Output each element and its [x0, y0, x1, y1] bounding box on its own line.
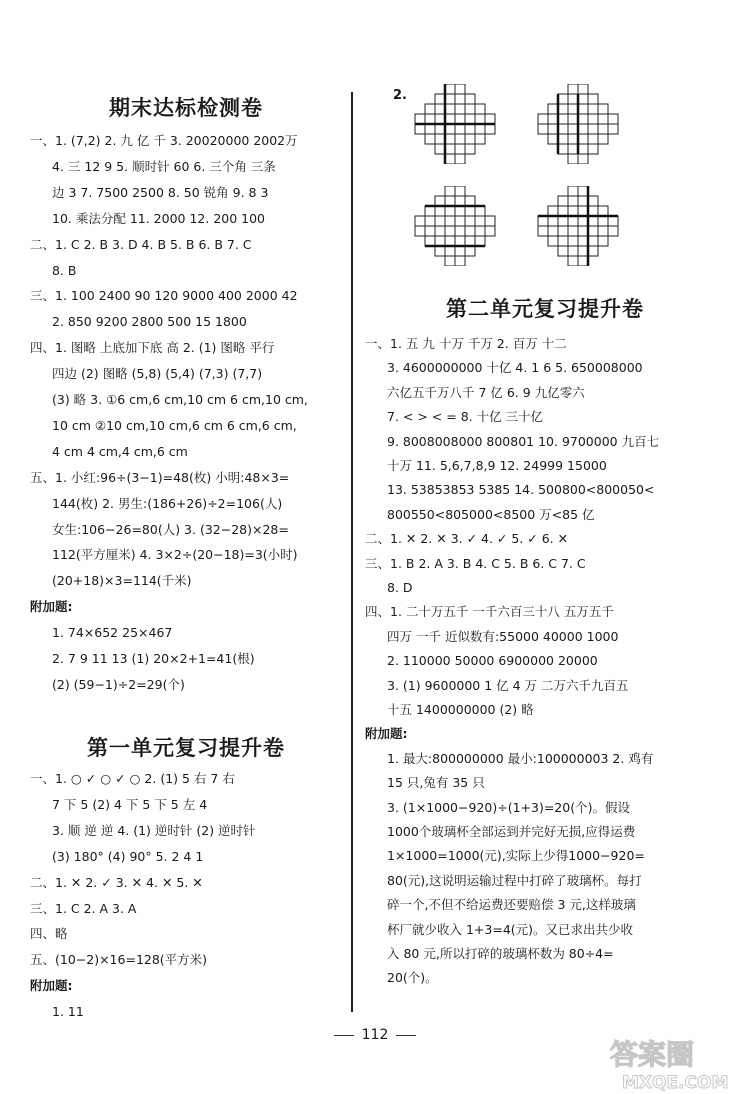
- grid-cell: [475, 124, 485, 134]
- grid-cell: [455, 256, 465, 266]
- grid-cell: [465, 124, 475, 134]
- grid-cell: [425, 134, 435, 144]
- answer-line: 二、1. C 2. B 3. D 4. B 5. B 6. B 7. C: [30, 236, 252, 252]
- grid-figure-3: [405, 186, 505, 266]
- grid-cell: [568, 114, 578, 124]
- answer-line: 五、(10−2)×16=128(平方米): [30, 952, 208, 968]
- answer-line: 四、1. 二十万五千 一千六百三十八 五万五千: [365, 604, 614, 620]
- grid-cell: [578, 84, 588, 94]
- grid-cell: [425, 206, 435, 216]
- answer-line: 边 3 7. 7500 2500 8. 50 锐角 9. 8 3: [52, 184, 269, 200]
- answer-line: 3. (1×1000−920)÷(1+3)=20(个)。假设: [387, 799, 630, 815]
- grid-cell: [455, 236, 465, 246]
- grid-cell: [598, 104, 608, 114]
- grid-cell: [465, 196, 475, 206]
- grid-cell: [538, 114, 548, 124]
- grid-cell: [558, 124, 568, 134]
- answer-line: 四边 (2) 图略 (5,8) (5,4) (7,3) (7,7): [52, 366, 263, 382]
- grid-cell: [445, 114, 455, 124]
- answer-line: 1. 74×652 25×467: [52, 625, 173, 641]
- answer-line: 20(个)。: [387, 970, 438, 986]
- grid-cell: [608, 124, 618, 134]
- answer-line: 二、1. ✕ 2. ✓ 3. ✕ 4. ✕ 5. ✕: [30, 874, 203, 890]
- grid-cell: [485, 226, 495, 236]
- grid-cell: [435, 104, 445, 114]
- grid-cell: [558, 144, 568, 154]
- grid-cell: [455, 84, 465, 94]
- answer-line: 附加题:: [30, 978, 73, 994]
- answer-line: 十万 11. 5,6,7,8,9 12. 24999 15000: [387, 458, 607, 473]
- grid-cell: [415, 124, 425, 134]
- grid-cell: [578, 246, 588, 256]
- grid-cell: [455, 216, 465, 226]
- answer-line: 3. (1) 9600000 1 亿 4 万 二万六千九百五: [387, 677, 629, 693]
- grid-cell: [435, 114, 445, 124]
- grid-cell: [588, 134, 598, 144]
- grid-cell: [465, 236, 475, 246]
- grid-cell: [588, 104, 598, 114]
- grid-cell: [455, 124, 465, 134]
- grid-cell: [425, 226, 435, 236]
- grid-cell: [558, 216, 568, 226]
- grid-cell: [578, 256, 588, 266]
- grid-cell: [455, 246, 465, 256]
- page-number: 112: [0, 1027, 750, 1043]
- grid-cell: [578, 124, 588, 134]
- grid-cell: [578, 94, 588, 104]
- grid-figure-2: [528, 84, 628, 164]
- grid-cell: [445, 246, 455, 256]
- grid-cell: [465, 134, 475, 144]
- grid-cell: [548, 236, 558, 246]
- grid-cell: [578, 216, 588, 226]
- grid-cell: [578, 196, 588, 206]
- answer-line: (3) 略 3. ①6 cm,6 cm,10 cm 6 cm,10 cm,: [52, 392, 308, 407]
- grid-cell: [445, 256, 455, 266]
- grid-cell: [445, 236, 455, 246]
- grid-figure-4: [528, 186, 628, 266]
- grid-cell: [568, 226, 578, 236]
- grid-cell: [435, 196, 445, 206]
- answer-line: 2. 850 9200 2800 500 15 1800: [52, 314, 247, 330]
- grid-cell: [435, 124, 445, 134]
- grid-cell: [435, 144, 445, 154]
- grid-cell: [485, 114, 495, 124]
- answer-line: 4 cm 4 cm,4 cm,6 cm: [52, 443, 188, 459]
- grid-cell: [558, 236, 568, 246]
- grid-cell: [568, 94, 578, 104]
- grid-cell: [435, 206, 445, 216]
- grid-cell: [608, 216, 618, 226]
- answer-line: 四、略: [30, 926, 68, 942]
- grid-cell: [568, 144, 578, 154]
- svg-text:答案圈: 答案圈: [610, 1038, 695, 1071]
- grid-cell: [475, 236, 485, 246]
- grid-cell: [455, 186, 465, 196]
- answer-line: 3. 4600000000 十亿 4. 1 6 5. 650008000: [387, 360, 643, 376]
- grid-cell: [445, 216, 455, 226]
- grid-cell: [445, 104, 455, 114]
- grid-cell: [588, 236, 598, 246]
- answer-line: 10. 乘法分配 11. 2000 12. 200 100: [52, 210, 266, 226]
- grid-cell: [445, 144, 455, 154]
- grid-figure-1: [405, 84, 505, 164]
- grid-cell: [475, 216, 485, 226]
- grid-cell: [558, 206, 568, 216]
- grid-cell: [445, 154, 455, 164]
- grid-cell: [568, 104, 578, 114]
- grid-cell: [475, 104, 485, 114]
- grid-cell: [588, 94, 598, 104]
- grid-cell: [548, 216, 558, 226]
- grid-cell: [538, 124, 548, 134]
- grid-cell: [548, 124, 558, 134]
- grid-cell: [598, 206, 608, 216]
- grid-cell: [445, 206, 455, 216]
- grid-cell: [568, 134, 578, 144]
- grid-cell: [445, 84, 455, 94]
- section-title-final-exam: 期末达标检测卷: [109, 95, 263, 120]
- grid-cell: [578, 134, 588, 144]
- column-divider: [351, 92, 353, 1012]
- grid-cell: [445, 134, 455, 144]
- grid-cell: [538, 226, 548, 236]
- answer-line: 1. 最大:800000000 最小:100000003 2. 鸡有: [387, 750, 654, 766]
- section-title-unit-2: 第二单元复习提升卷: [446, 296, 644, 321]
- grid-cell: [578, 226, 588, 236]
- grid-cell: [558, 104, 568, 114]
- grid-cell: [598, 124, 608, 134]
- grid-cell: [425, 216, 435, 226]
- grid-cell: [465, 144, 475, 154]
- answer-line: 10 cm ②10 cm,10 cm,6 cm 6 cm,6 cm,: [52, 417, 297, 433]
- answer-line: (3) 180° (4) 90° 5. 2 4 1: [52, 848, 204, 864]
- answer-line: 15 只,兔有 35 只: [387, 775, 485, 791]
- grid-cell: [445, 186, 455, 196]
- grid-cell: [415, 226, 425, 236]
- grid-cell: [455, 196, 465, 206]
- grid-cell: [435, 94, 445, 104]
- grid-cell: [588, 226, 598, 236]
- grid-cell: [425, 104, 435, 114]
- grid-cell: [455, 94, 465, 104]
- answer-line: 六亿五千万八千 7 亿 6. 9 九亿零六: [387, 384, 585, 400]
- answer-line: 9. 8008008000 800801 10. 9700000 九百七: [387, 433, 660, 449]
- grid-cell: [568, 196, 578, 206]
- answer-line: 1. 11: [52, 1004, 84, 1020]
- answer-line: 一、1. ○ ✓ ○ ✓ ○ 2. (1) 5 右 7 右: [30, 771, 235, 786]
- grid-cell: [415, 216, 425, 226]
- answer-line: 四万 一千 近似数有:55000 40000 1000: [387, 628, 619, 644]
- grid-cell: [485, 216, 495, 226]
- grid-cell: [465, 216, 475, 226]
- grid-cell: [598, 114, 608, 124]
- grid-cell: [598, 134, 608, 144]
- grid-cell: [608, 226, 618, 236]
- grid-cell: [465, 114, 475, 124]
- grid-cell: [455, 134, 465, 144]
- answer-line: 入 80 元,所以打碎的玻璃杯数为 80÷4=: [387, 946, 614, 961]
- grid-cell: [588, 114, 598, 124]
- grid-cell: [598, 236, 608, 246]
- grid-cell: [558, 114, 568, 124]
- answer-line: 7. < > < = 8. 十亿 三十亿: [387, 409, 544, 425]
- answer-line: 80(元),这说明运输过程中打碎了玻璃杯。每打: [387, 872, 642, 888]
- answer-line: 二、1. ✕ 2. ✕ 3. ✓ 4. ✓ 5. ✓ 6. ✕: [365, 531, 569, 547]
- grid-cell: [465, 226, 475, 236]
- grid-cell: [415, 114, 425, 124]
- answer-line: 四、1. 图略 上底加下底 高 2. (1) 图略 平行: [30, 340, 275, 356]
- answer-line: 十五 1400000000 (2) 略: [387, 702, 534, 717]
- answer-line: 1000个玻璃杯全部运到并完好无损,应得运费: [387, 824, 636, 839]
- grid-cell: [558, 134, 568, 144]
- grid-cell: [578, 154, 588, 164]
- grid-cell: [435, 216, 445, 226]
- grid-cell: [568, 154, 578, 164]
- answer-line: 13. 53853853 5385 14. 500800<800050<: [387, 482, 655, 498]
- grid-cell: [465, 246, 475, 256]
- grid-cell: [425, 124, 435, 134]
- grid-cell: [568, 216, 578, 226]
- answer-line: 4. 三 12 9 5. 顺时针 60 6. 三个角 三条: [52, 158, 276, 174]
- answer-line: 1×1000=1000(元),实际上少得1000−920=: [387, 848, 645, 864]
- grid-cell: [588, 246, 598, 256]
- grid-cell: [598, 216, 608, 226]
- grid-cell: [558, 94, 568, 104]
- answer-line: 杯厂就少收入 1+3=4(元)。又已求出共少收: [387, 921, 634, 937]
- answer-line: 一、1. 五 九 十万 千万 2. 百万 十二: [365, 336, 567, 351]
- answer-line: 144(枚) 2. 男生:(186+26)÷2=106(人): [52, 495, 283, 511]
- grid-cell: [558, 196, 568, 206]
- grid-cell: [558, 226, 568, 236]
- answer-line: 2. 7 9 11 13 (1) 20×2+1=41(根): [52, 651, 255, 666]
- answer-line: 女生:106−26=80(人) 3. (32−28)×28=: [52, 521, 289, 537]
- grid-cell: [588, 206, 598, 216]
- grid-cell: [588, 144, 598, 154]
- answer-line: 三、1. B 2. A 3. B 4. C 5. B 6. C 7. C: [365, 555, 586, 571]
- grid-cell: [608, 114, 618, 124]
- grid-cell: [578, 186, 588, 196]
- answer-line: (20+18)×3=114(千米): [52, 573, 192, 589]
- grid-cell: [475, 226, 485, 236]
- grid-cell: [445, 94, 455, 104]
- grid-cell: [425, 114, 435, 124]
- grid-cell: [538, 216, 548, 226]
- answer-line: 一、1. (7,2) 2. 九 亿 千 3. 20020000 2002万: [30, 133, 298, 148]
- grid-cell: [455, 226, 465, 236]
- grid-cell: [475, 114, 485, 124]
- grid-cell: [588, 196, 598, 206]
- grid-cell: [475, 134, 485, 144]
- grid-cell: [465, 206, 475, 216]
- grid-cell: [435, 236, 445, 246]
- grid-cell: [445, 226, 455, 236]
- grid-cell: [578, 104, 588, 114]
- grid-cell: [455, 154, 465, 164]
- figure-label: 2.: [393, 88, 407, 103]
- grid-cell: [578, 114, 588, 124]
- grid-cell: [548, 206, 558, 216]
- grid-cell: [475, 206, 485, 216]
- grid-cell: [425, 236, 435, 246]
- section-title-unit-1: 第一单元复习提升卷: [87, 735, 285, 760]
- answer-line: 附加题:: [365, 726, 408, 742]
- answer-line: 附加题:: [30, 599, 73, 615]
- svg-text:MXQE.COM: MXQE.COM: [622, 1073, 729, 1093]
- answer-line: 碎一个,不但不给运费还要赔偿 3 元,这样玻璃: [387, 897, 636, 913]
- answer-line: 三、1. C 2. A 3. A: [30, 900, 137, 916]
- answer-line: 三、1. 100 2400 90 120 9000 400 2000 42: [30, 288, 298, 304]
- answer-line: 3. 顺 逆 逆 4. (1) 逆时针 (2) 逆时针: [52, 822, 256, 838]
- grid-cell: [578, 236, 588, 246]
- grid-cell: [455, 144, 465, 154]
- grid-cell: [435, 246, 445, 256]
- grid-cell: [465, 94, 475, 104]
- grid-cell: [578, 206, 588, 216]
- answer-line: 8. D: [387, 580, 413, 595]
- grid-cell: [455, 206, 465, 216]
- grid-cell: [588, 216, 598, 226]
- grid-cell: [568, 84, 578, 94]
- grid-cell: [435, 134, 445, 144]
- grid-cell: [568, 124, 578, 134]
- grid-cell: [548, 134, 558, 144]
- grid-cell: [485, 124, 495, 134]
- grid-cell: [568, 246, 578, 256]
- grid-cell: [455, 104, 465, 114]
- grid-cell: [578, 144, 588, 154]
- answer-line: 112(平方厘米) 4. 3×2÷(20−18)=3(小时): [52, 547, 298, 563]
- watermark-logo: [600, 1030, 750, 1094]
- grid-cell: [598, 226, 608, 236]
- grid-cell: [568, 236, 578, 246]
- answer-line: 800550<805000<8500 万<85 亿: [387, 506, 595, 522]
- grid-cell: [548, 114, 558, 124]
- grid-cell: [455, 114, 465, 124]
- grid-cell: [445, 124, 455, 134]
- grid-cell: [548, 226, 558, 236]
- grid-cell: [568, 206, 578, 216]
- answer-line: (2) (59−1)÷2=29(个): [52, 676, 185, 692]
- grid-cell: [558, 246, 568, 256]
- answer-line: 8. B: [52, 262, 77, 278]
- grid-cell: [568, 256, 578, 266]
- grid-cell: [435, 226, 445, 236]
- answer-line: 2. 110000 50000 6900000 20000: [387, 653, 598, 669]
- grid-cell: [588, 124, 598, 134]
- answer-line: 五、1. 小红:96÷(3−1)=48(枚) 小明:48×3=: [30, 469, 290, 485]
- grid-cell: [445, 196, 455, 206]
- grid-cell: [568, 186, 578, 196]
- answer-line: 7 下 5 (2) 4 下 5 下 5 左 4: [52, 796, 208, 812]
- grid-cell: [548, 104, 558, 114]
- grid-cell: [465, 104, 475, 114]
